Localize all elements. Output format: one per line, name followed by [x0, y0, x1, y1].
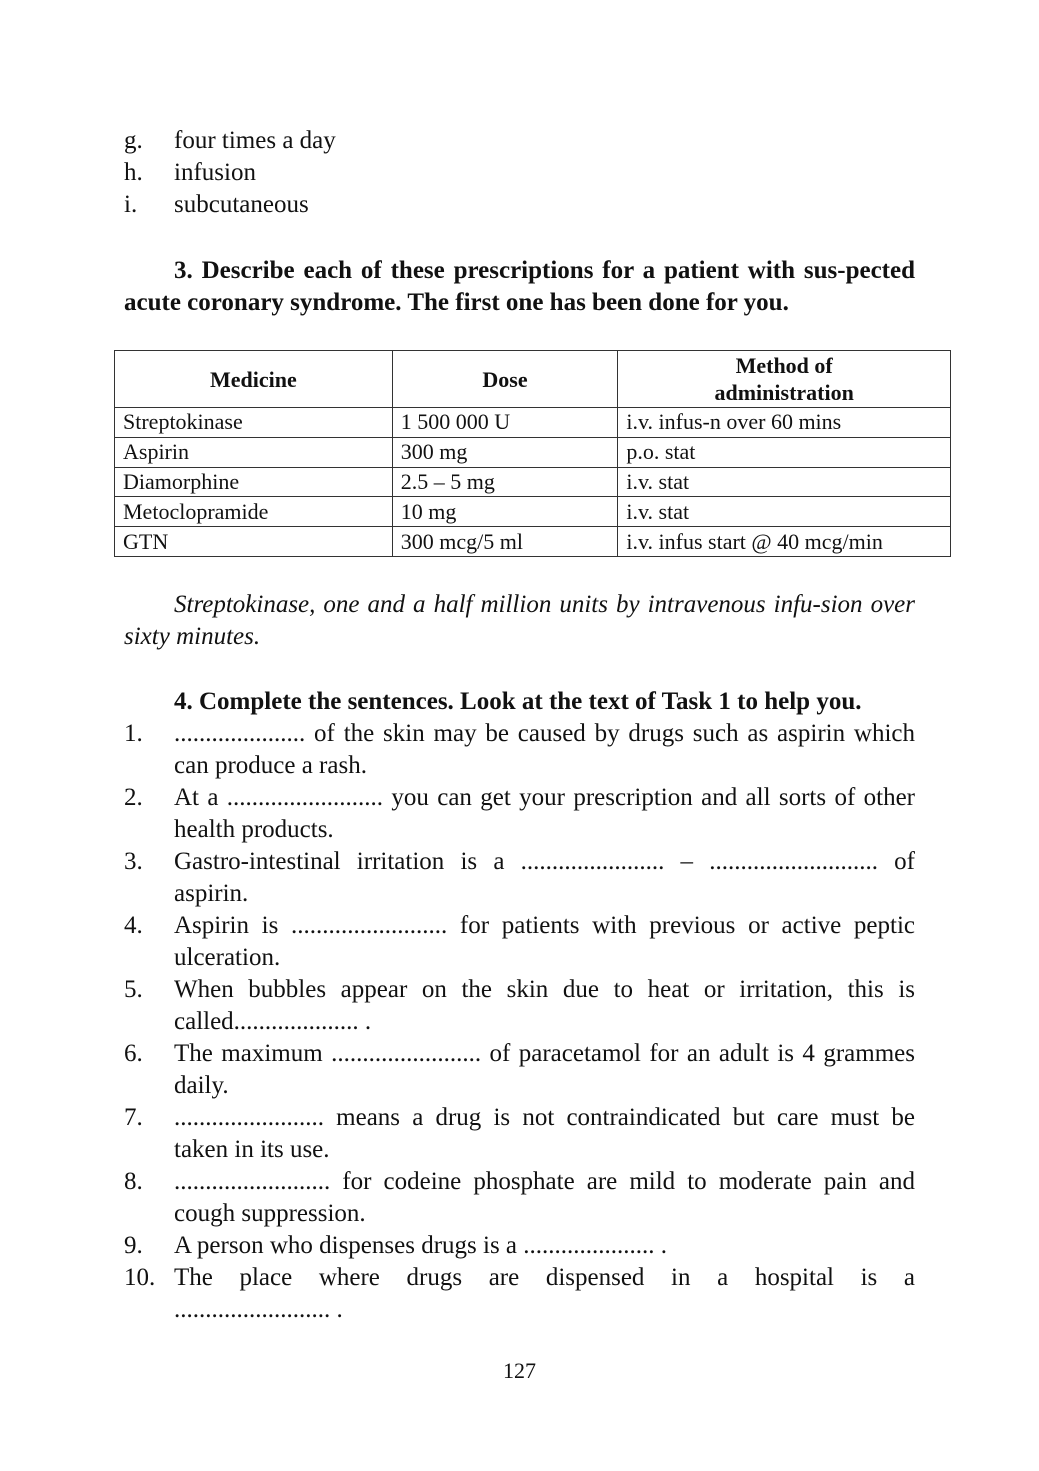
list-marker: g.	[124, 127, 143, 154]
header-dose: Dose	[392, 351, 618, 408]
exercise-item-8	[124, 1166, 915, 1230]
exercise-number: 8.	[124, 1168, 143, 1195]
exercise-item-6	[124, 1038, 915, 1102]
exercise-number: 6.	[124, 1040, 143, 1067]
exercise-text-line1: The place where drugs are dispensed in a hospital is a	[174, 1264, 915, 1291]
exercise-item-1	[124, 718, 915, 782]
list-text: infusion	[174, 159, 256, 186]
exercise-text: At a ......................... you can get your prescription and all sorts of other health products.	[174, 784, 915, 843]
exercise-text: ..................... of the skin may be caused by drugs such as aspirin which can produce a rash.	[174, 720, 915, 779]
cell-method: i.v. infus start @ 40 mcg/min	[618, 527, 951, 557]
header-method	[618, 351, 951, 408]
exercise-item-4	[124, 910, 915, 974]
cell-dose: 10 mg	[392, 497, 618, 527]
task3-example-text: Streptokinase, one and a half million units by intravenous infu-sion over sixty minutes.	[124, 591, 915, 650]
exercise-item-10	[124, 1262, 915, 1326]
exercise-item-2	[124, 782, 915, 846]
exercise-text: The maximum ........................ of paracetamol for an adult is 4 grammes daily.	[174, 1040, 915, 1099]
list-item-i	[124, 189, 309, 221]
exercise-text: A person who dispenses drugs is a ..................... .	[174, 1232, 668, 1259]
header-method-text: Method of administration	[714, 353, 854, 405]
table-row	[115, 467, 951, 497]
header-medicine: Medicine	[115, 351, 393, 408]
exercise-number: 10.	[124, 1264, 156, 1291]
cell-dose: 2.5 – 5 mg	[392, 467, 618, 497]
exercise-item-7	[124, 1102, 915, 1166]
list-marker: h.	[124, 159, 143, 186]
exercise-item-9	[124, 1230, 915, 1262]
exercise-text: ......................... for codeine phosphate are mild to moderate pain and cough suppression.	[174, 1168, 915, 1227]
exercise-number: 3.	[124, 848, 143, 875]
table-row	[115, 527, 951, 557]
table-row	[115, 408, 951, 438]
list-marker: i.	[124, 191, 138, 218]
list-text: subcutaneous	[174, 191, 309, 218]
cell-method: i.v. stat	[618, 467, 951, 497]
cell-medicine: Aspirin	[115, 437, 393, 467]
exercise-number: 4.	[124, 912, 143, 939]
task3-heading-text: 3. Describe each of these prescriptions for a patient with sus-pected acute coronary syndrome. The first one has been done for you.	[124, 257, 915, 316]
cell-method: i.v. infus-n over 60 mins	[618, 408, 951, 438]
task4-heading: 4. Complete the sentences. Look at the text of Task 1 to help you.	[174, 688, 862, 715]
cell-method: i.v. stat	[618, 497, 951, 527]
exercise-text: When bubbles appear on the skin due to heat or irritation, this is called.................... .	[174, 976, 915, 1035]
cell-medicine: Diamorphine	[115, 467, 393, 497]
cell-medicine: Metoclopramide	[115, 497, 393, 527]
cell-method: p.o. stat	[618, 437, 951, 467]
table-row	[115, 497, 951, 527]
cell-medicine: GTN	[115, 527, 393, 557]
cell-dose: 300 mg	[392, 437, 618, 467]
task3-heading	[124, 255, 915, 319]
exercise-number: 5.	[124, 976, 143, 1003]
table-row	[115, 437, 951, 467]
exercise-number: 9.	[124, 1232, 143, 1259]
exercise-text-line2: ......................... .	[174, 1296, 343, 1323]
exercise-text: Gastro-intestinal irritation is a ....................... – ........................... of aspirin.	[174, 848, 915, 907]
exercise-number: 2.	[124, 784, 143, 811]
list-item-g	[124, 125, 336, 157]
cell-dose: 1 500 000 U	[392, 408, 618, 438]
list-item-h	[124, 157, 256, 189]
exercise-item-5	[124, 974, 915, 1038]
exercise-text: ........................ means a drug is not contraindicated but care must be taken in its use.	[174, 1104, 915, 1163]
exercise-number: 1.	[124, 720, 143, 747]
page-number: 127	[503, 1358, 536, 1383]
exercise-item-3	[124, 846, 915, 910]
task3-example	[124, 589, 915, 653]
table-header-row	[115, 351, 951, 408]
cell-medicine: Streptokinase	[115, 408, 393, 438]
prescription-table	[114, 350, 951, 557]
list-text: four times a day	[174, 127, 336, 154]
cell-dose: 300 mcg/5 ml	[392, 527, 618, 557]
exercise-number: 7.	[124, 1104, 143, 1131]
exercise-text: Aspirin is ......................... for patients with previous or active peptic ulceration.	[174, 912, 915, 971]
